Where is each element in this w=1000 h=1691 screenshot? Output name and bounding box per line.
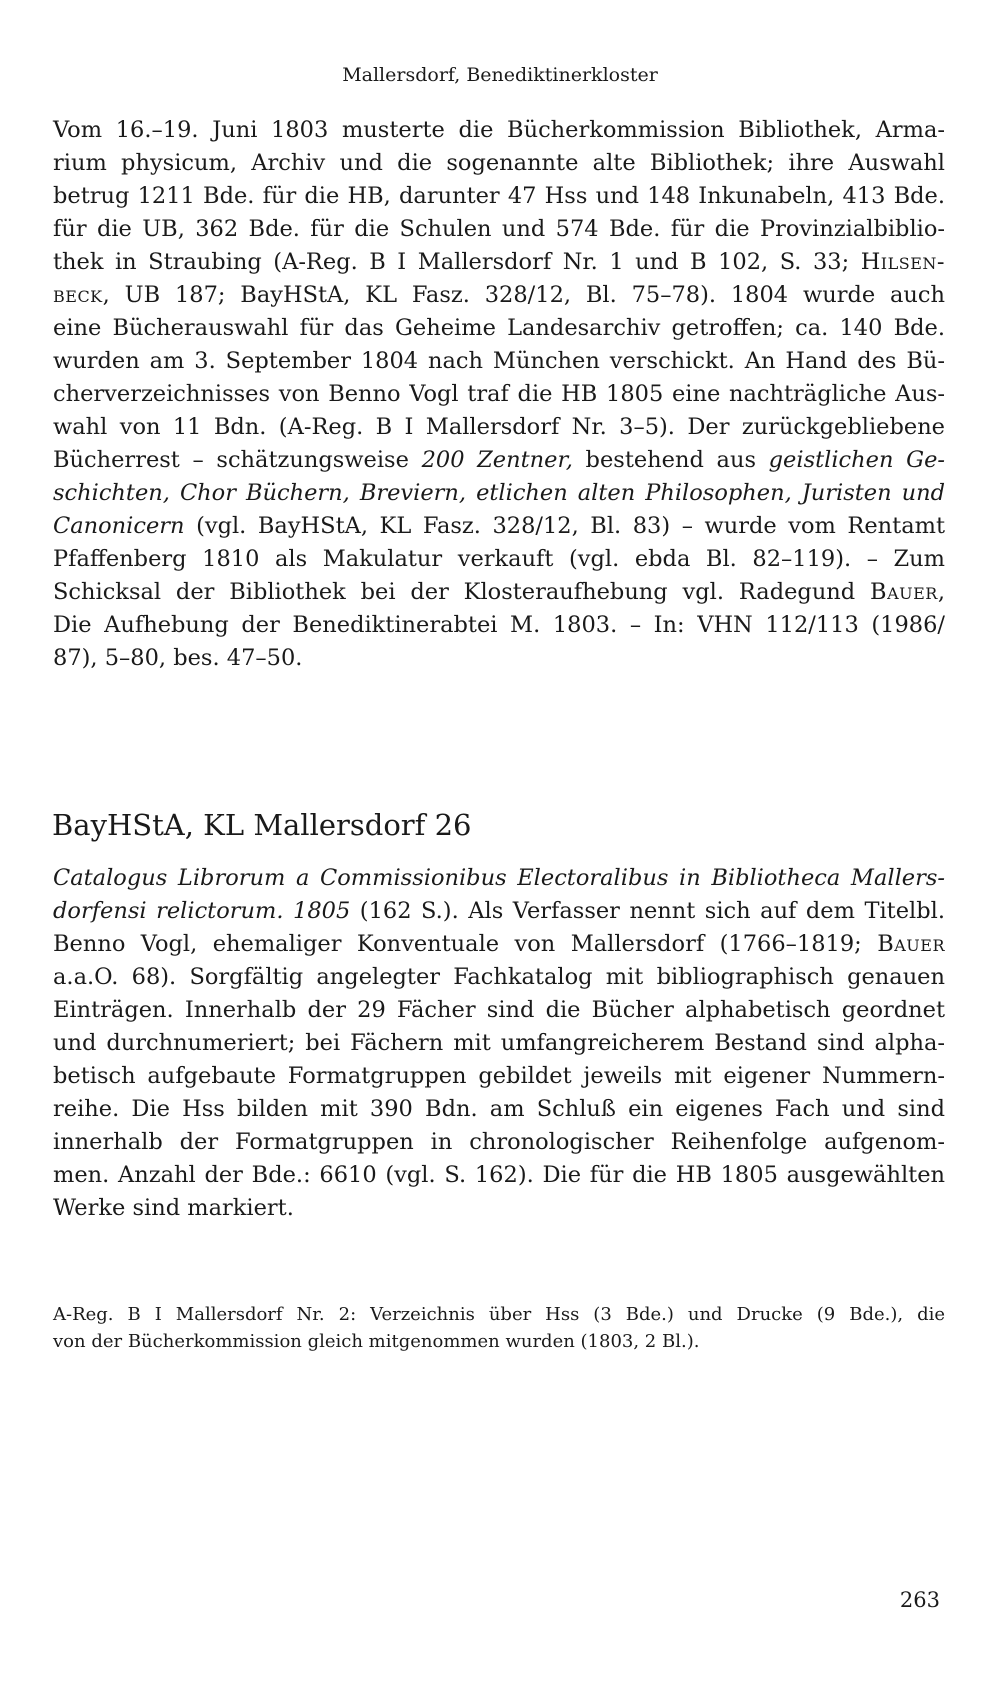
text-line: thek in Straubing (A-Reg. B I Mallersdorf Nr. 1 und B 102, S. 33; Hilsen- [53,249,945,275]
text-line: beck, UB 187; BayHStA, KL Fasz. 328/12, Bl. 75–78). 1804 wurde auch [53,282,945,308]
text-line: eine Bücherauswahl für das Geheime Landesarchiv getroffen; ca. 140 Bde. [53,315,945,341]
text-line: innerhalb der Formatgruppen in chronologischer Reihenfolge aufgenom- [53,1129,945,1155]
text-line [53,862,945,895]
text-line: wahl von 11 Bdn. (A-Reg. B I Mallersdorf Nr. 3–5). Der zurückgebliebene [53,414,945,440]
text-line: men. Anzahl der Bde.: 6610 (vgl. S. 162). Die für die HB 1805 ausgewählten [53,1162,945,1188]
quoted-text: Canonicern [53,513,185,539]
author-name: Bauer [870,579,938,605]
catalog-title: dorfensi relictorum. 1805 [53,898,351,924]
running-head: Mallersdorf, Benediktinerkloster [342,64,658,86]
text-line: Benno Vogl, ehemaliger Konventuale von Mallersdorf (1766–1819; Bauer [53,931,945,957]
text-line: 87), 5–80, bes. 47–50. [53,645,303,671]
text-line: Pfaffenberg 1810 als Makulatur verkauft (vgl. ebda Bl. 82–119). – Zum [53,546,945,572]
text-line: Schicksal der Bibliothek bei der Klosteraufhebung vgl. Radegund Bauer, [53,579,945,605]
quoted-text: schichten, Chor Büchern, Breviern, etlichen alten Philosophen, Juristen und [53,480,945,506]
author-name: Hilsen- [860,249,945,275]
text-line: betrug 1211 Bde. für die HB, darunter 47 Hss und 148 Inkunabeln, 413 Bde. [53,183,945,209]
text-line: a.a.O. 68). Sorgfältig angelegter Fachkatalog mit bibliographisch genauen [53,964,945,990]
text-line: cherverzeichnisses von Benno Vogl traf die HB 1805 eine nachträgliche Aus- [53,381,945,407]
text-line: wurden am 3. September 1804 nach München verschickt. An Hand des Bü- [53,348,945,374]
text-line: dorfensi relictorum. 1805 (162 S.). Als Verfasser nennt sich auf dem Titelbl. [53,898,945,924]
text-line: Werke sind markiert. [53,1195,294,1221]
text-line: Einträgen. Innerhalb der 29 Fächer sind die Bücher alphabetisch geordnet [53,997,945,1023]
note-line: A-Reg. B I Mallersdorf Nr. 2: Verzeichnis über Hss (3 Bde.) und Drucke (9 Bde.), die [53,1304,945,1325]
author-name: beck [53,282,103,308]
quoted-text: geistlichen Ge- [768,447,945,473]
text-line: rium physicum, Archiv und die sogenannte alte Bibliothek; ihre Auswahl [53,150,945,176]
catalog-title: Catalogus Librorum a Commissionibus Electoralibus in Bibliotheca Mallers- [53,865,945,891]
quoted-text: 200 Zentner, [421,447,573,473]
paragraph-catalog-description [53,862,945,1225]
paragraph-library-history [53,114,945,675]
text-line [53,477,945,510]
page-number: 263 [899,1588,940,1612]
section-heading: BayHStA, KL Mallersdorf 26 [52,808,472,842]
text-line: betisch aufgebaute Formatgruppen gebildet jeweils mit eigener Nummern- [53,1063,945,1089]
footnote-block [53,1301,945,1355]
text-line: und durchnumeriert; bei Fächern mit umfangreicherem Bestand sind alpha- [53,1030,945,1056]
text-line: für die UB, 362 Bde. für die Schulen und 574 Bde. für die Provinzialbiblio- [53,216,945,242]
text-line: Die Aufhebung der Benediktinerabtei M. 1803. – In: VHN 112/113 (1986/ [53,612,945,638]
author-name: Bauer [877,931,945,957]
text-line: Bücherrest – schätzungsweise 200 Zentner, bestehend aus geistlichen Ge- [53,447,945,473]
text-line: Vom 16.–19. Juni 1803 musterte die Bücherkommission Bibliothek, Arma- [53,117,945,143]
note-line: von der Bücherkommission gleich mitgenommen wurden (1803, 2 Bl.). [53,1331,700,1352]
text-line: reihe. Die Hss bilden mit 390 Bdn. am Schluß ein eigenes Fach und sind [53,1096,945,1122]
text-line: Canonicern (vgl. BayHStA, KL Fasz. 328/12, Bl. 83) – wurde vom Rentamt [53,513,945,539]
